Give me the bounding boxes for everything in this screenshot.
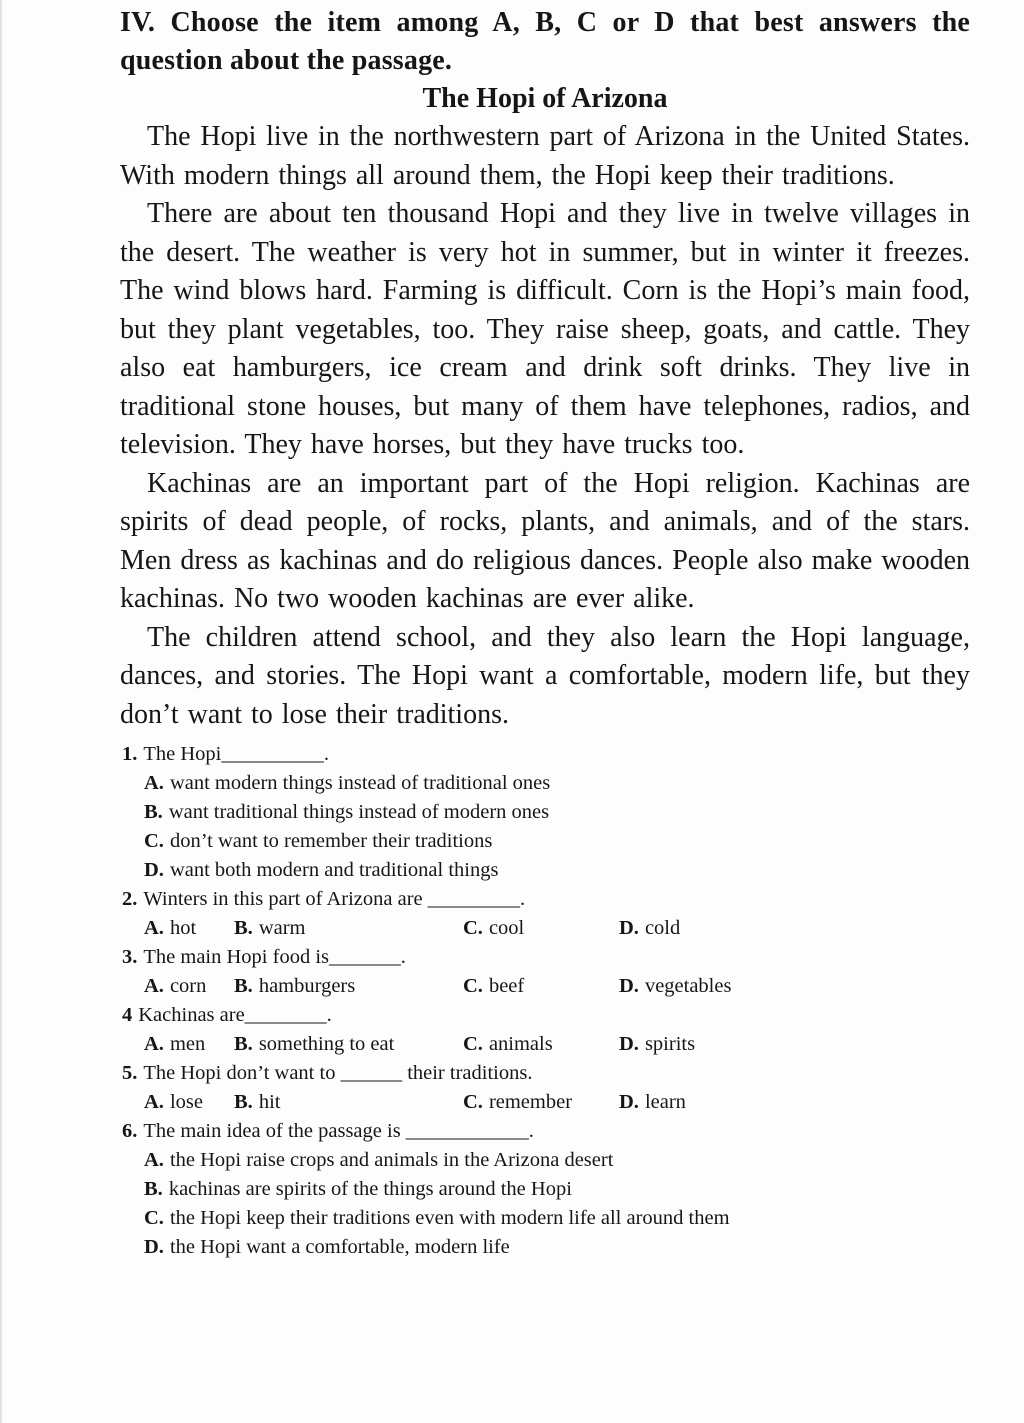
options-list — [120, 769, 970, 885]
option-text: don’t want to remember their traditions — [169, 830, 493, 852]
option-text: corn — [169, 975, 207, 997]
option-text: the Hopi want a comfortable, modern life — [169, 1236, 510, 1258]
options-row — [120, 1088, 970, 1117]
question-number: 4 — [122, 1004, 133, 1026]
option-label: A. — [144, 1149, 164, 1171]
option-text: vegetables — [644, 975, 732, 997]
options-row — [120, 972, 970, 1001]
option-b — [234, 1030, 394, 1059]
question-text: Winters in this part of Arizona are _________. — [143, 888, 526, 910]
passage-paragraph-3: Kachinas are an important part of the Hopi religion. Kachinas are spirits of dead people, of rocks, plants, and animals, and of the stars. Men dress as kachinas and do religious dances. People also make wooden kachinas. No two wooden kachinas are ever alike. — [120, 467, 970, 614]
option-c — [120, 827, 970, 856]
option-c — [463, 972, 524, 1001]
option-text: want both modern and traditional things — [169, 859, 499, 881]
question-number: 6. — [122, 1120, 138, 1142]
option-d — [619, 1088, 686, 1117]
option-label: B. — [234, 975, 253, 997]
options-row — [120, 1030, 970, 1059]
option-a — [144, 972, 206, 1001]
option-text: lose — [169, 1091, 203, 1113]
questions-section — [120, 740, 970, 1262]
question-text: Kachinas are________. — [138, 1004, 332, 1026]
option-label: D. — [619, 1033, 639, 1055]
option-d — [619, 1030, 695, 1059]
question-line — [120, 1117, 970, 1146]
question-text: The main Hopi food is_______. — [143, 946, 406, 968]
passage-paragraph-1: The Hopi live in the northwestern part of Arizona in the United States. With modern things all around them, the Hopi keep their traditions. — [120, 121, 970, 191]
option-text: hit — [258, 1091, 281, 1113]
question-6 — [120, 1117, 970, 1262]
option-label: C. — [463, 1091, 483, 1113]
question-line — [120, 943, 970, 972]
option-label: D. — [619, 1091, 639, 1113]
option-text: cool — [488, 917, 525, 939]
option-label: D. — [144, 859, 164, 881]
question-number: 3. — [122, 946, 138, 968]
question-2 — [120, 885, 970, 943]
option-label: D. — [619, 975, 639, 997]
question-text: The Hopi__________. — [143, 743, 329, 765]
option-text: hamburgers — [258, 975, 356, 997]
option-a — [120, 1146, 970, 1175]
question-text: The Hopi don’t want to ______ their traditions. — [143, 1062, 533, 1084]
option-text: animals — [488, 1033, 553, 1055]
question-4 — [120, 1001, 970, 1059]
section-instruction: IV. Choose the item among A, B, C or D that best answers the question about the passage. — [120, 7, 970, 76]
option-text: spirits — [644, 1033, 696, 1055]
question-line — [120, 1001, 970, 1030]
option-b — [234, 1088, 280, 1117]
option-label: A. — [144, 1033, 164, 1055]
question-text: The main idea of the passage is ____________. — [143, 1120, 534, 1142]
option-c — [463, 1030, 553, 1059]
option-label: B. — [234, 1091, 253, 1113]
option-a — [144, 1030, 205, 1059]
option-label: A. — [144, 917, 164, 939]
passage-paragraph-2: There are about ten thousand Hopi and they live in twelve villages in the desert. The weather is very hot in summer, but in winter it freezes. The wind blows hard. Farming is difficult. Corn is the Hopi’s main food, but they plant vegetables, too. They raise sheep, goats, and cattle. They also eat hamburgers, ice cream and drink soft drinks. They live in traditional stone houses, but many of them have telephones, radios, and television. They have horses, but they have trucks too. — [120, 198, 970, 460]
question-number: 5. — [122, 1062, 138, 1084]
option-text: want traditional things instead of modern ones — [168, 801, 550, 823]
option-a — [144, 914, 196, 943]
option-text: want modern things instead of traditional ones — [169, 772, 551, 794]
option-c — [120, 1204, 970, 1233]
option-text: hot — [169, 917, 197, 939]
option-b — [234, 914, 306, 943]
option-b — [120, 1175, 970, 1204]
question-3 — [120, 943, 970, 1001]
option-b — [234, 972, 355, 1001]
option-text: the Hopi raise crops and animals in the Arizona desert — [169, 1149, 614, 1171]
option-label: D. — [619, 917, 639, 939]
option-label: A. — [144, 1091, 164, 1113]
option-text: kachinas are spirits of the things around the Hopi — [168, 1178, 572, 1200]
option-a — [144, 1088, 203, 1117]
option-label: B. — [144, 801, 163, 823]
option-text: the Hopi keep their traditions even with modern life all around them — [169, 1207, 730, 1229]
question-line — [120, 885, 970, 914]
question-1 — [120, 740, 970, 885]
option-text: remember — [488, 1091, 573, 1113]
option-c — [463, 914, 524, 943]
option-c — [463, 1088, 572, 1117]
option-text: warm — [258, 917, 306, 939]
option-text: cold — [644, 917, 681, 939]
passage-title: The Hopi of Arizona — [422, 83, 668, 114]
option-text: learn — [644, 1091, 686, 1113]
option-b — [120, 798, 970, 827]
option-label: B. — [144, 1178, 163, 1200]
question-line — [120, 740, 970, 769]
option-d — [619, 972, 731, 1001]
option-text: beef — [488, 975, 525, 997]
option-d — [619, 914, 680, 943]
option-label: B. — [234, 917, 253, 939]
option-label: A. — [144, 772, 164, 794]
option-label: C. — [463, 975, 483, 997]
question-5 — [120, 1059, 970, 1117]
option-a — [120, 769, 970, 798]
option-label: D. — [144, 1236, 164, 1258]
question-number: 2. — [122, 888, 138, 910]
options-list — [120, 1146, 970, 1262]
options-row — [120, 914, 970, 943]
question-line — [120, 1059, 970, 1088]
option-label: A. — [144, 975, 164, 997]
option-label: B. — [234, 1033, 253, 1055]
option-label: C. — [463, 917, 483, 939]
passage-paragraph-4: The children attend school, and they also learn the Hopi language, dances, and stories. The Hopi want a comfortable, modern life, but they don’t want to lose their traditions. — [120, 621, 970, 730]
option-text: something to eat — [258, 1033, 395, 1055]
option-text: men — [169, 1033, 206, 1055]
option-label: C. — [463, 1033, 483, 1055]
option-d — [120, 1233, 970, 1262]
page-content — [120, 4, 970, 1262]
option-label: C. — [144, 1207, 164, 1229]
option-d — [120, 856, 970, 885]
option-label: C. — [144, 830, 164, 852]
question-number: 1. — [122, 743, 138, 765]
